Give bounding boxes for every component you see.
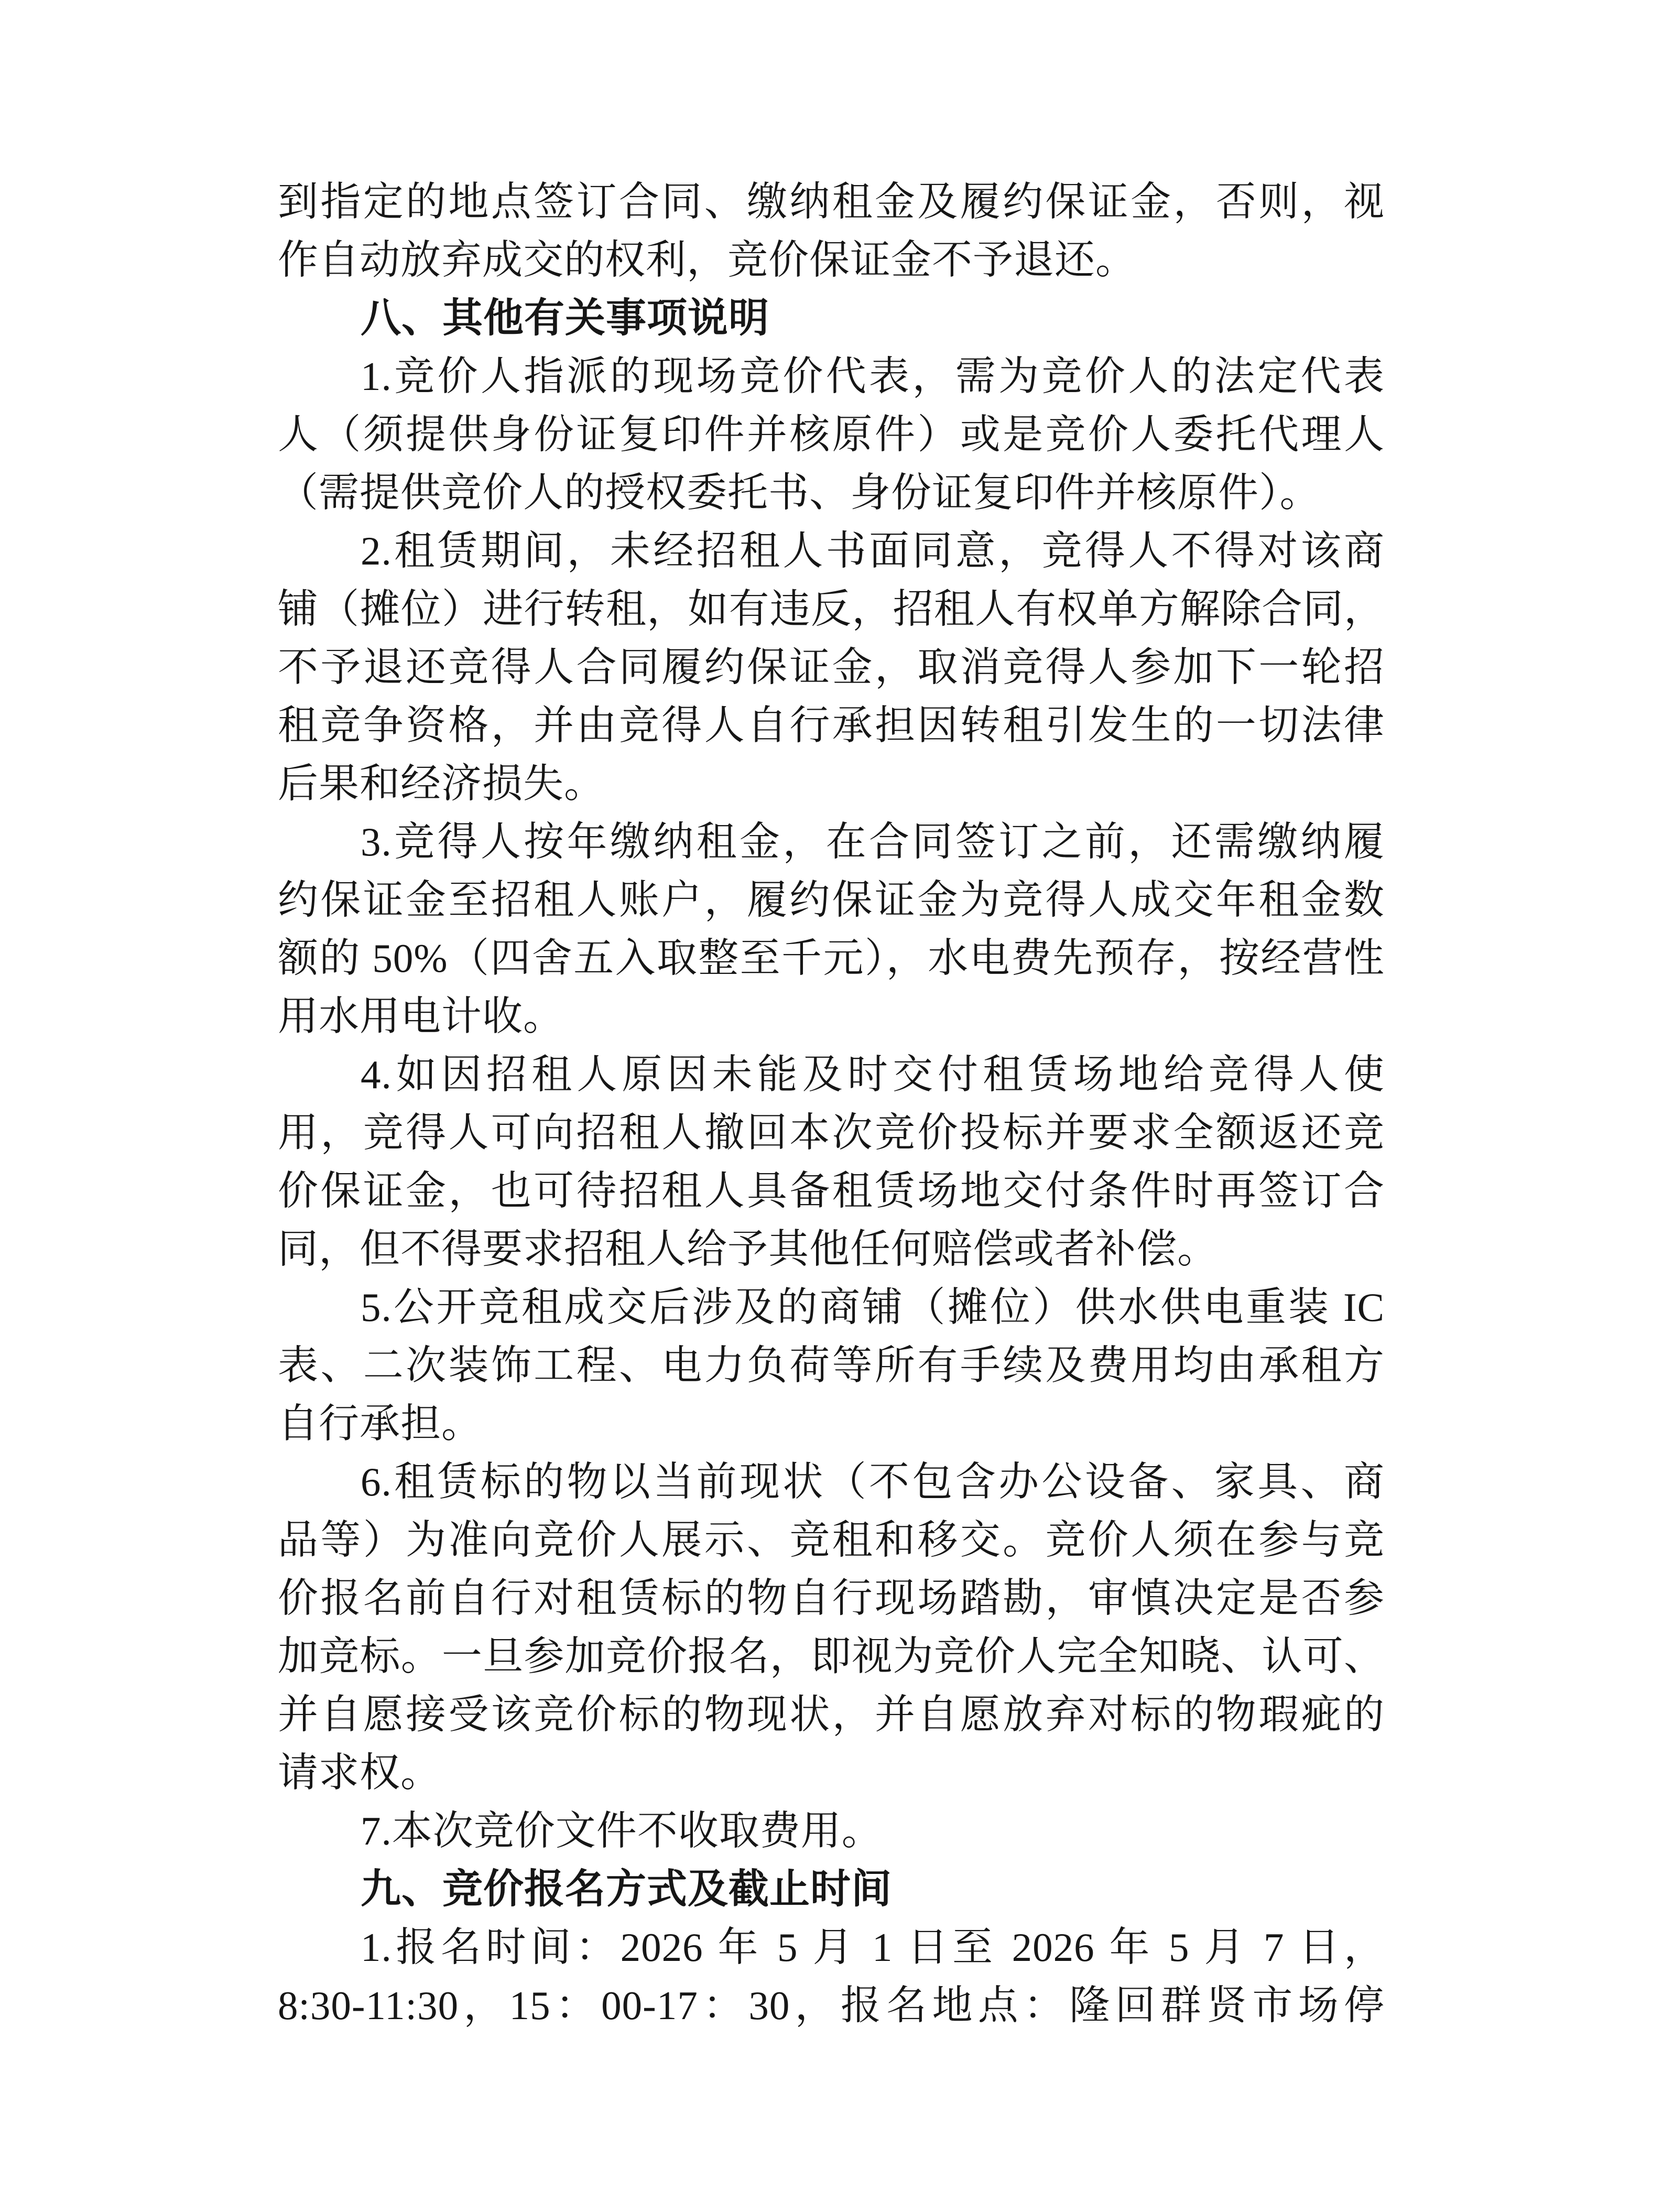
text-line: 4.如因招租人原因未能及时交付租赁场地给竞得人使	[361, 1052, 1385, 1097]
text-line: 自行承担。	[278, 1401, 482, 1446]
text-line: 请求权。	[278, 1750, 441, 1795]
text-line: 3.竞得人按年缴纳租金，在合同签订之前，还需缴纳履	[361, 819, 1385, 864]
text-line: 价保证金，也可待招租人具备租赁场地交付条件时再签订合	[278, 1168, 1385, 1213]
text-line: 铺（摊位）进行转租，如有违反，招租人有权单方解除合同，	[278, 587, 1385, 632]
text-line: 价报名前自行对租赁标的物自行现场踏勘，审慎决定是否参	[278, 1576, 1385, 1621]
text-line: 表、二次装饰工程、电力负荷等所有手续及费用均由承租方	[278, 1343, 1385, 1388]
text-line: 用水用电计收。	[278, 994, 564, 1039]
text-line: 额的 50%（四舍五入取整至千元），水电费先预存，按经营性	[278, 936, 1385, 981]
section-heading-line: 八、其他有关事项说明	[361, 296, 769, 341]
text-line: 不予退还竞得人合同履约保证金，取消竞得人参加下一轮招	[278, 645, 1385, 690]
text-line: 用，竞得人可向招租人撤回本次竞价投标并要求全额返还竞	[278, 1110, 1385, 1155]
text-line: 到指定的地点签订合同、缴纳租金及履约保证金，否则，视	[278, 179, 1385, 224]
text-line: 2.租赁期间，未经招租人书面同意，竞得人不得对该商	[361, 528, 1385, 573]
text-line: 租竞争资格，并由竞得人自行承担因转租引发生的一切法律	[278, 703, 1385, 748]
text-line: 7.本次竞价文件不收取费用。	[361, 1808, 883, 1853]
document-text-column	[278, 173, 1385, 2035]
text-line: 人（须提供身份证复印件并核原件）或是竞价人委托代理人	[278, 412, 1385, 457]
text-line: 并自愿接受该竞价标的物现状，并自愿放弃对标的物瑕疵的	[278, 1692, 1385, 1737]
text-line: 8:30-11:30，15：00-17：30，报名地点：隆回群贤市场停	[278, 1983, 1385, 2028]
text-line: 5.公开竞租成交后涉及的商铺（摊位）供水供电重装 IC	[361, 1285, 1385, 1330]
text-line: 品等）为准向竞价人展示、竞租和移交。竞价人须在参与竞	[278, 1517, 1385, 1563]
text-line: 约保证金至招租人账户，履约保证金为竞得人成交年租金数	[278, 877, 1385, 923]
text-line: 作自动放弃成交的权利，竞价保证金不予退还。	[278, 237, 1136, 283]
text-line: 6.租赁标的物以当前现状（不包含办公设备、家具、商	[361, 1459, 1385, 1504]
section-heading-line: 九、竞价报名方式及截止时间	[361, 1867, 892, 1912]
text-line: 同，但不得要求招租人给予其他任何赔偿或者补偿。	[278, 1227, 1218, 1272]
text-line: （需提供竞价人的授权委托书、身份证复印件并核原件）。	[278, 470, 1321, 515]
text-line: 后果和经济损失。	[278, 761, 605, 806]
text-line: 加竞标。一旦参加竞价报名，即视为竞价人完全知晓、认可、	[278, 1634, 1385, 1679]
text-line: 1.报名时间：2026 年 5 月 1 日至 2026 年 5 月 7 日，	[361, 1925, 1385, 1970]
text-line: 1.竞价人指派的现场竞价代表，需为竞价人的法定代表	[361, 354, 1385, 399]
